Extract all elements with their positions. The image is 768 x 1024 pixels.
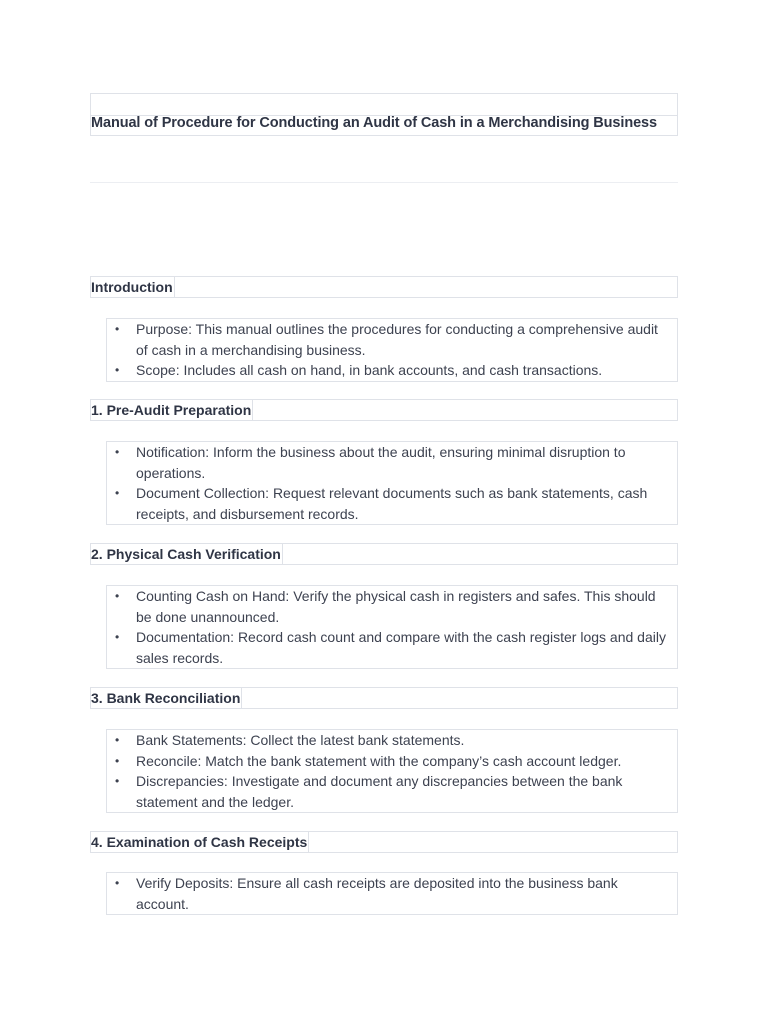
bullet: • xyxy=(115,486,120,500)
document-title: Manual of Procedure for Conducting an Audit of Cash in a Merchandising Business xyxy=(91,115,657,131)
list-item: • Notification: Inform the business about the audit, ensuring minimal disruption to operations. xyxy=(115,444,626,481)
bullet: • xyxy=(115,322,120,336)
section-heading-pre-audit xyxy=(90,399,678,421)
list-item: • Scope: Includes all cash on hand, in bank accounts, and cash transactions. xyxy=(107,360,677,381)
bullet: • xyxy=(115,630,120,644)
section-list-introduction xyxy=(106,318,678,382)
list-item: • Document Collection: Request relevant documents such as bank statements, cash receipts, and disbursement records. xyxy=(115,485,648,522)
list-item: • Verify Deposits: Ensure all cash receipts are deposited into the business bank account. xyxy=(115,875,618,912)
bullet: • xyxy=(115,363,120,377)
section-heading-label: 3. Bank Reconciliation xyxy=(91,690,241,706)
bullet: • xyxy=(115,876,120,890)
section-heading-bank-reconciliation xyxy=(90,687,678,709)
list-item: • Discrepancies: Investigate and document any discrepancies between the bank statement and the ledger. xyxy=(115,773,623,810)
bullet: • xyxy=(115,753,120,768)
section-heading-label: Introduction xyxy=(91,279,173,295)
section-heading-label: 2. Physical Cash Verification xyxy=(91,546,281,562)
list-item: • Reconcile: Match the bank statement with the company’s cash account ledger. xyxy=(107,751,677,772)
section-list-bank-reconciliation xyxy=(106,729,678,813)
title-divider xyxy=(90,182,678,183)
bullet: • xyxy=(115,445,120,459)
section-list-cash-receipts xyxy=(106,872,678,915)
list-item: • Counting Cash on Hand: Verify the physical cash in registers and safes. This should be done unannounced. xyxy=(115,588,656,625)
section-heading-physical-cash xyxy=(90,543,678,565)
bullet: • xyxy=(115,774,120,788)
section-heading-label: 1. Pre-Audit Preparation xyxy=(91,402,252,418)
list-item: • Bank Statements: Collect the latest bank statements. xyxy=(107,730,677,751)
list-item: • Purpose: This manual outlines the procedures for conducting a comprehensive audit of cash in a merchandising business. xyxy=(115,321,658,358)
bullet: • xyxy=(115,589,120,603)
section-list-physical-cash xyxy=(106,585,678,669)
section-heading-label: 4. Examination of Cash Receipts xyxy=(91,834,308,850)
section-heading-cash-receipts xyxy=(90,831,678,853)
section-heading-introduction xyxy=(90,276,678,298)
section-list-pre-audit xyxy=(106,441,678,525)
list-item: • Documentation: Record cash count and compare with the cash register logs and daily sales records. xyxy=(115,629,666,666)
bullet: • xyxy=(115,733,120,747)
